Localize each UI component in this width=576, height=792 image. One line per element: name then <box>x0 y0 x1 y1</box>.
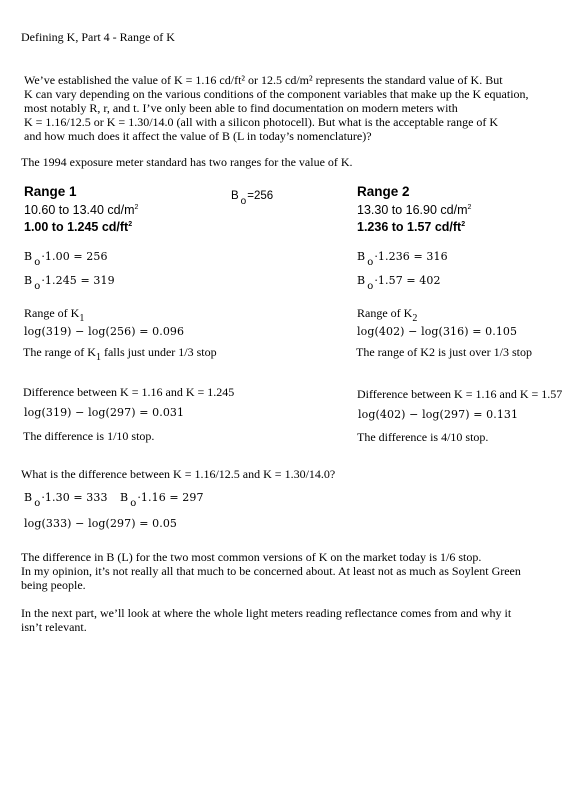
range-subscript: 2 <box>412 313 418 324</box>
range1-diff-note: The difference is 1/10 stop. <box>23 429 155 443</box>
range-note-text: The range of K <box>23 345 96 359</box>
range1-eq2 <box>24 274 115 292</box>
bo-center <box>231 190 274 207</box>
range2-heading: Range 2 <box>357 184 410 199</box>
range1-range-label <box>24 306 85 324</box>
page-title: Defining K, Part 4 - Range of K <box>21 30 175 44</box>
b-letter: B <box>357 250 366 263</box>
intro-line: and how much does it affect the value of B (L in today’s nomenclature)? <box>24 129 372 143</box>
range2-diff-label: Difference between K = 1.16 and K = 1.57 <box>357 387 563 401</box>
intro-line: K can vary depending on the various conditions of the component variables that make up the K equation, <box>24 87 529 101</box>
range2-imperial-text: 1.236 to 1.57 cd/ft <box>357 220 462 234</box>
range1-diff-label: Difference between K = 1.16 and K = 1.245 <box>23 385 235 399</box>
conclusion-line: In my opinion, it’s not really all that much to be concerned about. At least not as much as Soylent Green <box>21 564 521 578</box>
intro-line: most notably R, r, and t. I’ve only been able to find documentation on modern meters with <box>24 101 458 115</box>
range1-diff-eq: log(319) − log(297) = 0.031 <box>24 406 185 419</box>
next-line: isn’t relevant. <box>21 620 87 634</box>
conclusion-paragraph <box>21 550 561 592</box>
range-label-text: Range of K <box>24 306 80 320</box>
range-note-text: falls just under 1/3 stop <box>100 345 217 359</box>
range2-metric-text: 13.30 to 16.90 cd/m <box>357 203 468 217</box>
range1-eq2-text: ·1.245 = 319 <box>41 274 115 287</box>
o-subscript: o <box>367 281 374 292</box>
question-eq2 <box>120 491 204 509</box>
question: What is the difference between K = 1.16/12.5 and K = 1.30/14.0? <box>21 467 336 481</box>
superscript: 2 <box>134 204 139 211</box>
range1-eq1 <box>24 250 108 268</box>
o-subscript: o <box>240 196 247 207</box>
bo-center-value: =256 <box>247 190 274 202</box>
b-letter: B <box>231 190 239 202</box>
intro-line: K = 1.16/12.5 or K = 1.30/14.0 (all with a silicon photocell). But what is the acceptable range of K <box>24 115 499 129</box>
b-letter: B <box>120 491 129 504</box>
standard-line: The 1994 exposure meter standard has two ranges for the value of K. <box>21 155 353 169</box>
range2-imperial <box>357 220 465 234</box>
superscript: 2 <box>461 221 466 228</box>
b-letter: B <box>357 274 366 287</box>
o-subscript: o <box>34 281 41 292</box>
o-subscript: o <box>367 257 374 268</box>
range2-eq2-text: ·1.57 = 402 <box>374 274 441 287</box>
superscript: 2 <box>128 221 133 228</box>
range1-imperial <box>24 220 132 234</box>
question-eq1 <box>24 491 108 509</box>
range1-metric <box>24 203 138 217</box>
range2-eq1 <box>357 250 448 268</box>
range-subscript: 1 <box>79 313 85 324</box>
range2-metric <box>357 203 471 217</box>
range1-range-note <box>23 345 217 363</box>
range2-range-label <box>357 306 418 324</box>
range1-heading: Range 1 <box>24 184 77 199</box>
range-label-text: Range of K <box>357 306 413 320</box>
b-letter: B <box>24 274 33 287</box>
next-line: In the next part, we’ll look at where the whole light meters reading reflectance comes from and why it <box>21 606 512 620</box>
b-letter: B <box>24 491 33 504</box>
intro-line: We’ve established the value of K = 1.16 cd/ft² or 12.5 cd/m² represents the standard value of K. But <box>24 73 503 87</box>
o-subscript: o <box>34 257 41 268</box>
conclusion-line: The difference in B (L) for the two most common versions of K on the market today is 1/6 stop. <box>21 550 482 564</box>
question-eq1-text: ·1.30 = 333 <box>41 491 108 504</box>
superscript: 2 <box>467 204 472 211</box>
question-eq2-text: ·1.16 = 297 <box>137 491 204 504</box>
range2-eq1-text: ·1.236 = 316 <box>374 250 448 263</box>
o-subscript: o <box>130 498 137 509</box>
range2-diff-note: The difference is 4/10 stop. <box>357 430 489 444</box>
next-part-paragraph <box>21 606 561 634</box>
range2-diff-eq: log(402) − log(297) = 0.131 <box>358 408 519 421</box>
range1-log-eq: log(319) − log(256) = 0.096 <box>24 325 185 338</box>
range1-metric-text: 10.60 to 13.40 cd/m <box>24 203 135 217</box>
intro-paragraph <box>24 73 564 143</box>
o-subscript: o <box>34 498 41 509</box>
range1-imperial-text: 1.00 to 1.245 cd/ft <box>24 220 129 234</box>
conclusion-line: being people. <box>21 578 86 592</box>
range-subscript: 1 <box>95 352 101 363</box>
range2-log-eq: log(402) − log(316) = 0.105 <box>357 325 518 338</box>
b-letter: B <box>24 250 33 263</box>
range2-range-note: The range of K2 is just over 1/3 stop <box>356 345 532 359</box>
range2-eq2 <box>357 274 441 292</box>
question-log-eq: log(333) − log(297) = 0.05 <box>24 517 178 530</box>
range1-eq1-text: ·1.00 = 256 <box>41 250 108 263</box>
